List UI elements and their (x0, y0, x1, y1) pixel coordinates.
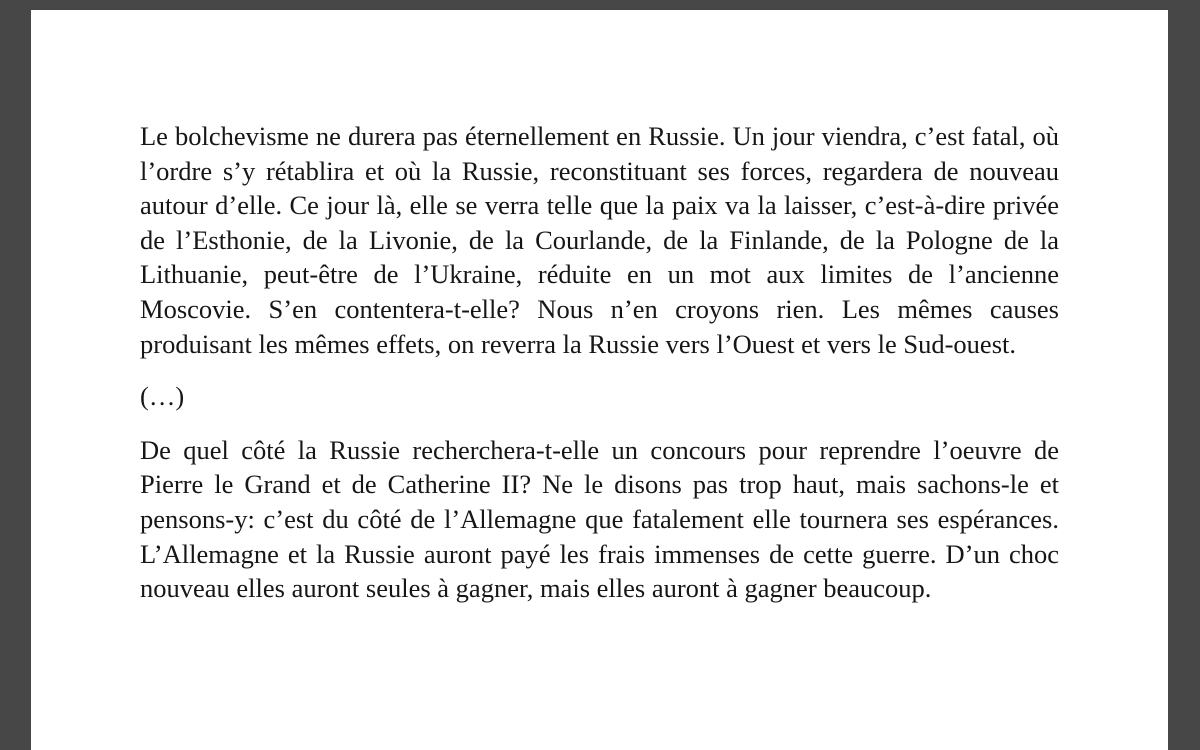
paragraph-2: De quel côté la Russie recherchera-t-elle un concours pour reprendre l’oeuvre de Pierre le Grand et de Catherine II? Ne le disons pas trop haut, mais sachons-le et pensons-y: c’est du côté de l’Allemagne que fatalement elle tournera ses espérances. L’Allemagne et la Russie auront payé les frais immenses de cette guerre. D’un choc nouveau elles auront seules à gagner, mais elles auront à gagner beaucoup. (140, 434, 1059, 604)
ellipsis-paragraph: (…) (140, 381, 185, 412)
text-block (140, 119, 1059, 606)
paragraph-1: Le bolchevisme ne durera pas éternellement en Russie. Un jour viendra, c’est fatal, où l’ordre s’y rétablira et où la Russie, reconstituant ses forces, regardera de nouveau autour d’elle. Ce jour là, elle se verra telle que la paix va la laisser, c’est-à-dire privée de l’Esthonie, de la Livonie, de la Courlande, de la Finlande, de la Pologne de la Lithuanie, peut-être de l’Ukraine, réduite en un mot aux limites de l’ancienne Moscovie. S’en contentera-t-elle? Nous n’en croyons rien. Les mêmes causes produisant les mêmes effets, on reverra la Russie vers l’Ouest et vers le Sud-ouest. (140, 121, 1059, 359)
document-page (31, 10, 1168, 750)
